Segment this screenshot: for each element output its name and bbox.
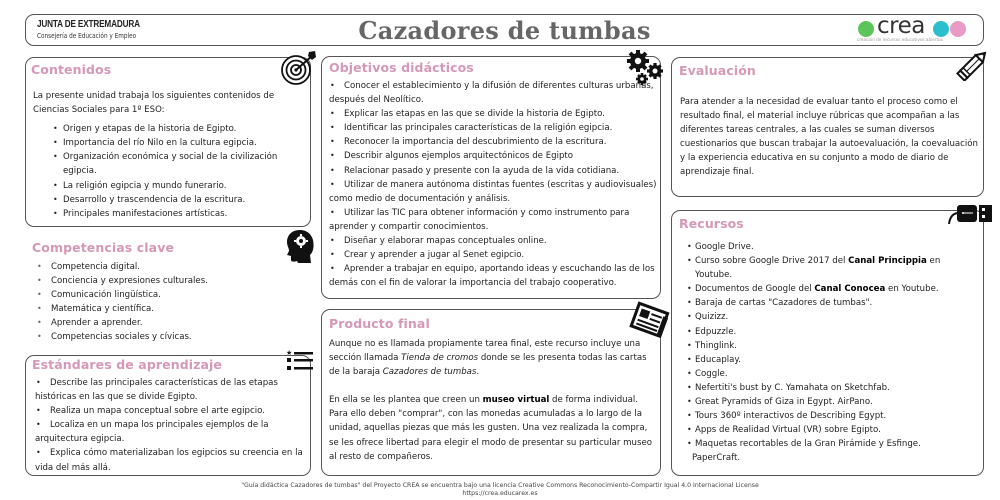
bullet-icon: • [330,81,335,90]
resource-text: Edpuzzle. [695,326,737,337]
resource-text: Baraja de cartas "Cazadores de tumbas". [695,298,873,309]
estandares-body [35,376,307,475]
resource-item[interactable] [673,437,979,451]
bullet-icon: • [687,439,692,449]
resource-channel-link[interactable]: Canal Conocea [814,284,886,295]
logo-tagline: creación de recursos educativos abiertos [857,37,943,42]
resource-item[interactable] [673,240,979,254]
list-item [329,262,657,290]
resource-text: Coggle. [695,368,728,379]
list-item [329,149,657,163]
bullet-icon: • [37,332,42,342]
list-item-text: Origen y etapas de la historia de Egipto. [63,124,237,135]
list-item [35,418,307,446]
bullet-icon: • [330,250,335,260]
list-item [35,404,307,418]
list-item-text: Conocer el establecimiento y la difusión de diferentes culturas urbanas, después del Neolítico. [329,81,654,106]
bullet-icon: • [37,304,42,314]
bullet-icon: • [36,378,41,387]
bullet-icon: • [687,382,692,392]
resource-item[interactable] [673,409,979,423]
list-item-text: Aprender a trabajar en equipo, aportando ideas y escuchando las de los demás con el fin de valorar la importancia del trabajo cooperativo. [329,264,655,289]
list-item [329,248,657,262]
bullet-icon: • [53,180,58,190]
newspaper-icon [629,301,671,341]
resource-item[interactable] [673,395,979,409]
bullet-icon: • [687,397,692,407]
producto-p1-em-baraja: Cazadores de tumbas [382,367,477,378]
bullet-icon: • [687,326,692,336]
list-item-text: Organización económica y social de la civilización egipcia. [63,152,278,177]
estandares-list [35,376,307,475]
objetivos-title: Objetivos didácticos [329,60,474,75]
bullet-icon: • [330,109,335,119]
producto-p2-text-b: de forma individual. Para ello deben "comprar", con las monedas acumuladas a lo largo de la unidad, aquellas piezas que más les gusten. Una vez realizada la compra, se les ofrece libertad para elegir el modo de presentar su particular museo al resto de compañeros. [329,395,652,462]
resource-text: Quizizz. [695,312,729,323]
list-item [33,179,307,193]
bullet-icon: • [36,420,41,430]
contenidos-intro: La presente unidad trabaja los siguientes contenidos de Ciencias Sociales para 1º ESO: [33,91,275,116]
head-gear-icon [286,229,316,263]
list-item-text: Reconocer la importancia del descubrimiento de la escritura. [344,137,607,148]
list-item [37,260,307,274]
bullet-icon: • [687,411,692,421]
recursos-title: Recursos [679,216,744,231]
logo-word: crea [877,13,925,39]
list-item [329,178,657,206]
bullet-icon: • [330,207,335,217]
list-item [329,164,657,178]
list-item-text: Identificar las principales características de la religión egipcia. [344,123,613,134]
list-item-text: Competencia digital. [51,262,141,272]
list-item [33,136,307,150]
org-title: JUNTA DE EXTREMADURA [37,19,140,30]
bullet-icon: • [36,448,41,458]
bullet-icon: • [330,236,335,246]
producto-p1-em-tienda: Tienda de cromos [401,353,479,364]
list-item-text: Aprender a aprender. [51,318,143,329]
contenidos-title: Contenidos [31,62,112,77]
list-item [37,316,307,330]
resource-text: en Youtube. [695,256,941,281]
contenidos-list [33,122,307,221]
list-item-text: Competencias sociales y cívicas. [51,332,192,343]
bullet-icon: • [330,151,335,161]
producto-body [329,337,655,464]
list-item [37,302,307,316]
evaluacion-title: Evaluación [679,63,756,78]
list-item [33,207,307,221]
list-item [37,274,307,288]
bullet-icon: • [687,354,692,364]
bullet-icon: • [687,256,692,266]
bullet-icon: • [53,194,58,204]
resource-item[interactable] [673,296,979,310]
bullet-icon: • [37,262,42,271]
list-item-text: Relacionar pasado y presente con la ayuda de la vida cotidiana. [344,165,620,176]
bullet-icon: • [330,165,335,175]
list-item [33,193,307,207]
bullet-icon: • [687,312,692,322]
resource-text: Google Drive. [695,242,754,252]
svg-text:★: ★ [286,349,293,357]
org-subtitle: Consejería de Educación y Empleo [37,32,137,40]
resource-item[interactable] [673,367,979,381]
list-item-text: Describir algunos ejemplos arquitectónicos de Egipto [344,151,574,162]
bullet-icon: • [53,124,58,134]
footer-url[interactable]: https://crea.educarex.es [462,490,538,497]
list-item [37,330,307,344]
resource-text: en Youtube. [885,284,939,295]
resource-item[interactable] [673,325,979,339]
list-item [35,446,307,474]
bullet-icon: • [37,290,42,300]
objetivos-body [329,79,657,290]
resource-item[interactable] [673,339,979,353]
list-item-text: Describe las principales características de las etapas históricas en las que se divide Egipto. [35,378,278,403]
bullet-icon: • [53,138,58,148]
list-item-text: Comunicación lingüística. [51,290,161,301]
target-icon [280,50,318,86]
list-item-text: Desarrollo y trascendencia de la escritura. [63,194,246,205]
list-item-text: Matemática y científica. [51,304,155,315]
resource-text: Documentos de Google del [695,284,815,295]
bullet-icon: • [687,284,692,294]
resource-item[interactable] [673,310,979,324]
list-item-text: Diseñar y elaborar mapas conceptuales online. [344,236,547,247]
list-item [33,122,307,136]
resource-item[interactable] [673,423,979,437]
competencias-title: Competencias clave [32,240,175,255]
list-item [329,107,657,121]
bullet-icon: • [330,264,335,274]
resource-text: Educaplay. [695,354,742,365]
resource-text: Tours 360º interactivos de Describing Egypt. [695,411,887,422]
bullet-icon: • [37,276,42,286]
list-item [329,135,657,149]
bullet-icon: • [687,298,692,308]
list-item-text: La religión egipcia y mundo funerario. [63,180,227,191]
producto-p1-text-b: donde se les presenta todas las cartas de la baraja [329,353,647,378]
recursos-list [673,240,979,451]
bullet-icon: • [36,406,41,416]
resource-item[interactable] [673,282,979,296]
list-item-text: Utilizar las TIC para obtener información y como instrumento para aprender y compartir conocimientos. [329,207,630,232]
estandares-title: Estándares de aprendizaje [32,357,223,372]
logo-dot-pink [950,21,966,37]
bullet-icon: • [687,425,692,435]
recursos-body [681,240,979,466]
list-item-text: Realiza un mapa conceptual sobre el arte egipcio. [50,406,265,417]
bullet-icon: • [330,137,335,147]
list-item-text: Explica cómo materializaban los egipcios su creencia en la vida del más allá. [35,448,303,473]
list-item-text: Utilizar de manera autónoma distintas fuentes (escritas y audiovisuales) como medio de documentación y análisis. [329,179,657,204]
resource-text: Thinglink. [695,340,737,351]
producto-p1-text-c: . [476,367,480,378]
list-item [329,79,657,107]
list-item-text: Principales manifestaciones artísticas. [63,208,228,219]
bullet-icon: • [330,123,335,133]
resource-item[interactable] [673,254,979,282]
bullet-icon: • [37,318,42,328]
list-item [37,288,307,302]
producto-p1-text-a: Aunque no es llamada propiamente tarea final, este recurso incluye una sección llamada [329,339,641,364]
resource-text: Nefertiti's bust by C. Yamahata on Sketchfab. [695,382,890,393]
producto-title: Producto final [329,316,430,331]
resource-item[interactable] [673,381,979,395]
list-item-text: Crear y aprender a jugar al Senet egipcio. [344,250,525,261]
list-item-text: Conciencia y expresiones culturales. [51,276,208,287]
bullet-icon: • [687,242,692,251]
bullet-icon: • [330,179,335,189]
recursos-tail: PaperCraft. [692,453,741,464]
producto-paragraph-1 [329,337,655,379]
page-title: Cazadores de tumbas [358,16,651,45]
bullet-icon: • [687,340,692,350]
list-icon [286,349,314,373]
list-item [35,376,307,404]
resource-text: Great Pyramids of Giza in Egypt. AirPano. [695,397,873,408]
contenidos-body [33,89,307,221]
bullet-icon: • [53,152,58,162]
logo-dot-blue [933,21,949,37]
resource-text: Curso sobre Google Drive 2017 del [695,256,849,267]
list-item-text: Localiza en un mapa los principales ejemplos de la arquitectura egipcia. [35,420,269,445]
logo-dot-green [858,21,874,37]
bullet-icon: • [53,208,58,218]
competencias-body [37,260,307,345]
crea-logo[interactable] [857,13,969,43]
producto-p2-strong: museo virtual [482,395,550,406]
list-item-text: Importancia del río Nilo en la cultura egipcia. [63,138,257,149]
pencil-icon [956,49,990,81]
competencias-list [37,260,307,345]
list-item [329,234,657,248]
resource-channel-link[interactable]: Canal Princippia [848,256,927,267]
resource-text: Apps de Realidad Virtual (VR) sobre Egipto. [695,425,881,436]
list-item [329,206,657,234]
header-banner [25,14,984,46]
list-item [33,150,307,178]
bullet-icon: • [687,368,692,378]
producto-paragraph-2 [329,393,655,463]
list-item-text: Explicar las etapas en las que se divide la historia de Egipto. [344,109,605,120]
footer-license: "Guía didáctica Cazadores de tumbas" del Proyecto CREA se encuentra bajo una licencia Creative Commons Reconocimiento-Compartir Igual 4.0 Internacional License [241,482,759,489]
evaluacion-body: Para atender a la necesidad de evaluar tanto el proceso como el resultado final, el material incluye rúbricas que acompañan a las diferentes tareas centrales, a las cuales se suman diversos cuestionarios que buscan trabajar la autoevaluación, la coevaluación y la experiencia educativa en su conjunto a modo de diario de aprendizaje final. [680,97,978,178]
resource-item[interactable] [673,353,979,367]
usb-plug-icon [947,202,993,226]
objetivos-list [329,79,657,290]
list-item [329,121,657,135]
resource-text: Maquetas recortables de la Gran Pirámide y Esfinge. [695,439,921,450]
producto-p2-text-a: En ella se les plantea que creen un [329,395,483,406]
